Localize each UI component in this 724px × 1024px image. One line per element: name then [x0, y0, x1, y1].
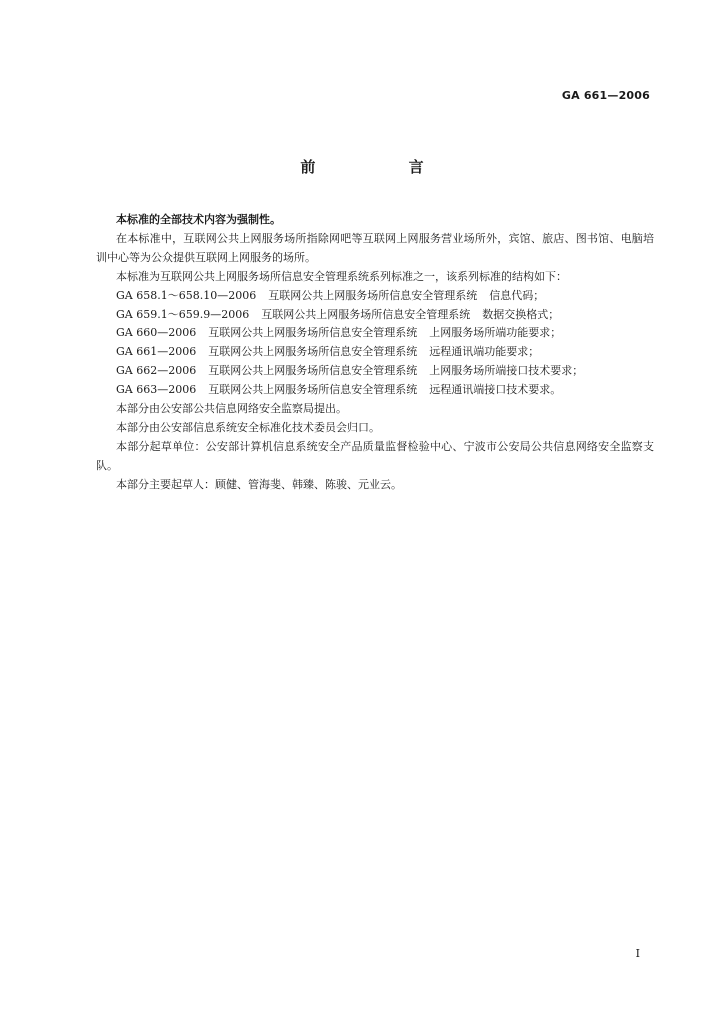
scope-paragraph: 在本标准中，互联网公共上网服务场所指除网吧等互联网上网服务营业场所外，宾馆、旅店、图书馆、电脑培训中心等为公众提供互联网上网服务的场所。 — [96, 231, 654, 264]
standard-code: GA 661—2006 — [561, 89, 650, 102]
foreword-body — [96, 211, 654, 495]
series-part: 上网服务场所端功能要求； — [429, 326, 562, 340]
drafters-paragraph: 本部分主要起草人：顾健、管海斐、韩臻、陈骏、元业云。 — [116, 477, 402, 491]
series-item — [96, 287, 654, 306]
series-intro: 本标准为互联网公共上网服务场所信息安全管理系统系列标准之一，该系列标准的结构如下： — [116, 269, 567, 283]
series-system: 互联网公共上网服务场所信息安全管理系统 — [208, 326, 418, 340]
page-title: 前 言 — [300, 158, 468, 176]
series-system: 互联网公共上网服务场所信息安全管理系统 — [208, 345, 418, 359]
series-code: GA 659.1～659.9—2006 — [116, 307, 250, 321]
series-system: 互联网公共上网服务场所信息安全管理系统 — [261, 307, 471, 321]
series-part: 远程通讯端接口技术要求。 — [429, 383, 562, 397]
page-number: I — [635, 947, 640, 960]
series-item — [96, 306, 654, 325]
series-system: 互联网公共上网服务场所信息安全管理系统 — [268, 288, 478, 302]
mandatory-statement: 本标准的全部技术内容为强制性。 — [116, 213, 281, 226]
series-item — [96, 343, 654, 362]
series-code: GA 660—2006 — [116, 326, 197, 340]
proposed-by-paragraph: 本部分由公安部公共信息网络安全监察局提出。 — [116, 402, 347, 416]
series-part: 数据交换格式； — [482, 307, 560, 321]
drafting-units-paragraph: 本部分起草单位：公安部计算机信息系统安全产品质量监督检验中心、宁波市公安局公共信息网络安全监察支队。 — [96, 439, 654, 472]
series-system: 互联网公共上网服务场所信息安全管理系统 — [208, 364, 418, 378]
series-part: 信息代码； — [489, 288, 545, 302]
series-code: GA 663—2006 — [116, 383, 197, 397]
managed-by-paragraph: 本部分由公安部信息系统安全标准化技术委员会归口。 — [116, 420, 380, 434]
series-code: GA 662—2006 — [116, 364, 197, 378]
series-system: 互联网公共上网服务场所信息安全管理系统 — [208, 383, 418, 397]
series-code: GA 661—2006 — [116, 345, 197, 359]
series-item — [96, 324, 654, 343]
series-part: 远程通讯端功能要求； — [429, 345, 540, 359]
series-item — [96, 362, 654, 381]
series-part: 上网服务场所端接口技术要求； — [429, 364, 584, 378]
series-item — [96, 381, 654, 400]
series-code: GA 658.1～658.10—2006 — [116, 288, 257, 302]
